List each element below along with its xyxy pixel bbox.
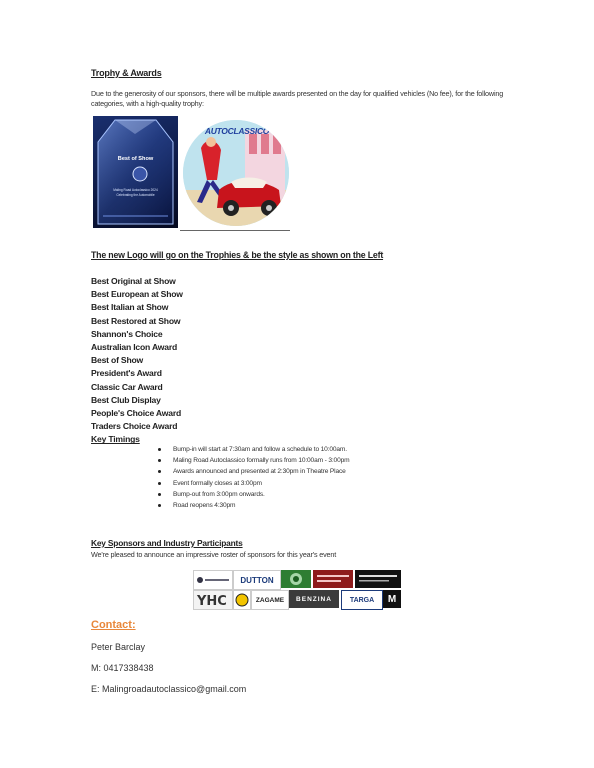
bullet-icon xyxy=(158,504,161,507)
award-item: Best Restored at Show xyxy=(91,315,181,326)
sponsors-heading: Key Sponsors and Industry Participants xyxy=(91,538,243,548)
timing-item: Event formally closes at 3:00pm xyxy=(158,478,349,489)
sponsor-logos xyxy=(193,570,401,608)
sponsor-logo-3 xyxy=(281,570,311,588)
award-item: Best Original at Show xyxy=(91,276,176,286)
sponsor-logo-7 xyxy=(233,590,251,610)
key-timings-list xyxy=(158,444,349,511)
award-item: Best Club Display xyxy=(91,394,161,405)
contact-heading: Contact: xyxy=(91,619,136,631)
award-item: Australian Icon Award xyxy=(91,342,178,353)
sponsor-logo-m: M xyxy=(383,590,401,608)
bullet-icon xyxy=(158,470,161,473)
poster-banner: AUTOCLASSICO xyxy=(204,126,270,136)
sponsor-logo-zagame: ZAGAME xyxy=(251,590,289,610)
award-item: Traders Choice Award xyxy=(91,421,178,432)
sponsor-logo-6 xyxy=(193,590,233,610)
svg-text:YHC: YHC xyxy=(197,594,227,608)
autoclassico-poster xyxy=(183,120,289,226)
timing-item: Awards announced and presented at 2:30pm in Theatre Place xyxy=(158,466,349,477)
bullet-icon xyxy=(158,482,161,485)
sponsor-logo-dutton: DUTTON xyxy=(233,570,281,590)
award-item: President's Award xyxy=(91,368,162,379)
award-item: People's Choice Award xyxy=(91,408,182,419)
sponsors-text: We're pleased to announce an impressive roster of sponsors for this year's event xyxy=(91,550,337,559)
trophy-intro: Due to the generosity of our sponsors, there will be multiple awards presented on the day for qualified vehicles (No fee), for the following categories, with a high-quality trophy: xyxy=(91,89,504,108)
bullet-icon xyxy=(158,448,161,451)
contact-mobile: M: 0417338438 xyxy=(91,663,154,673)
sponsor-logo-1 xyxy=(193,570,233,590)
contact-email[interactable]: E: Malingroadautoclassico@gmail.com xyxy=(91,684,247,694)
award-item: Best Italian at Show xyxy=(91,302,169,313)
contact-name: Peter Barclay xyxy=(91,642,146,652)
timing-item: Maling Road Autoclassico formally runs from 10:00am - 3:00pm xyxy=(158,455,349,466)
trophy-photo xyxy=(93,116,178,228)
timing-item: Bump-in will start at 7:30am and follow a schedule to 10:00am. xyxy=(158,444,349,455)
key-timings-heading: Key Timings xyxy=(91,434,140,445)
award-item: Best European at Show xyxy=(91,289,183,300)
timing-item: Bump-out from 3:00pm onwards. xyxy=(158,489,349,500)
sponsor-logo-benzina: BENZINA xyxy=(289,590,339,608)
timing-item: Road reopens 4:30pm xyxy=(158,500,349,511)
bullet-icon xyxy=(158,459,161,462)
trophy-caption-1: Maling Road Autoclassico 2024 xyxy=(113,188,158,192)
image-divider xyxy=(180,230,290,231)
sponsor-logo-5 xyxy=(355,570,401,588)
trophy-label: Best of Show xyxy=(117,156,154,162)
awards-list xyxy=(91,275,183,447)
award-item: Shannon's Choice xyxy=(91,328,163,339)
logo-note: The new Logo will go on the Trophies & be the style as shown on the Left xyxy=(91,250,384,260)
sponsor-logo-4 xyxy=(313,570,353,588)
trophy-heading: Trophy & Awards xyxy=(91,68,162,78)
award-item: Classic Car Award xyxy=(91,381,163,392)
award-item: Best of Show xyxy=(91,355,144,366)
bullet-icon xyxy=(158,493,161,496)
sponsor-logo-targa: TARGA xyxy=(341,590,383,610)
trophy-caption-2: Celebrating the Automobile xyxy=(116,193,155,197)
trophy-graphic xyxy=(93,116,178,228)
